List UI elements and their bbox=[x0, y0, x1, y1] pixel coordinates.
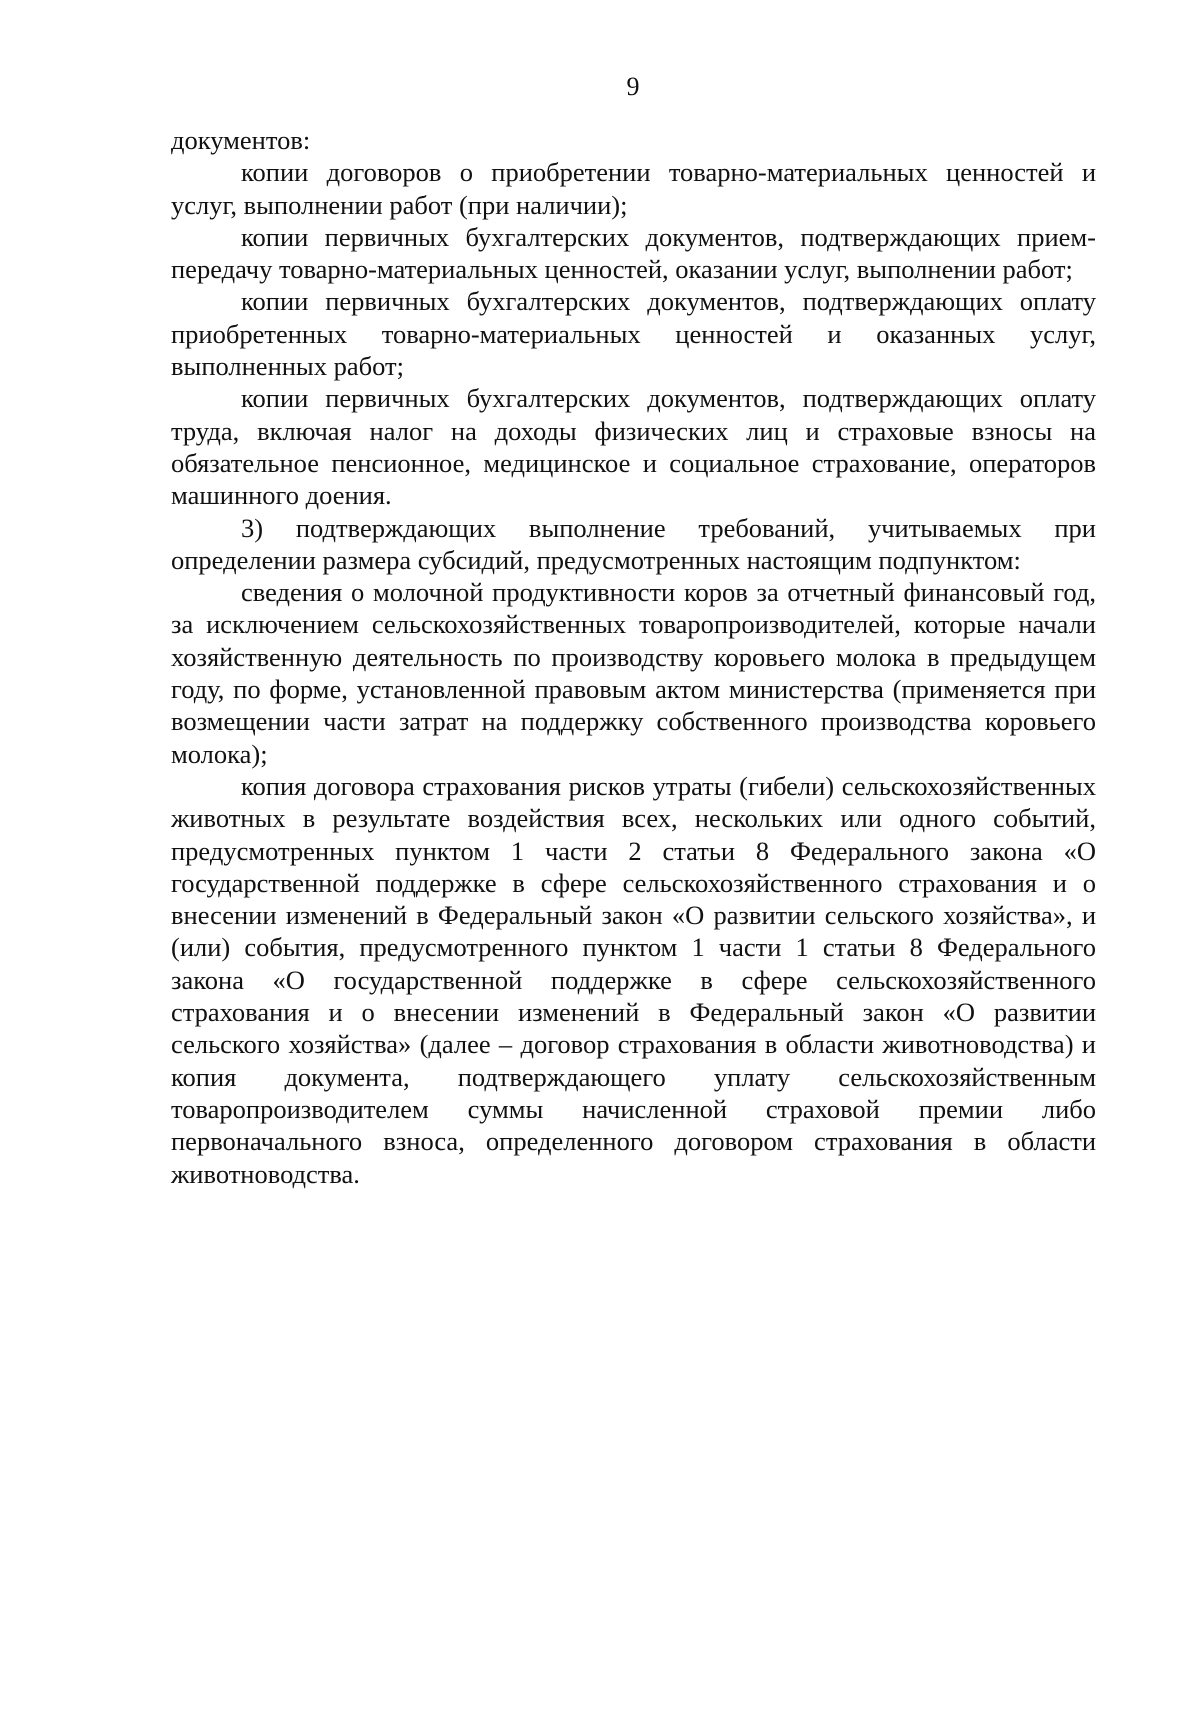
paragraph-continuation: документов: bbox=[171, 125, 311, 155]
paragraph-labor-payment-documents: копии первичных бухгалтерских документов, подтверждающих оплату труда, включая налог на доходы физических лиц и страховые взносы на обязательное пенсионное, медицинское и социальное страхование, операторов машинного доения. bbox=[171, 383, 1096, 511]
document-body bbox=[171, 124, 1096, 1190]
paragraph-contracts-copies: копии договоров о приобретении товарно-материальных ценностей и услуг, выполнении работ (при наличии); bbox=[171, 157, 1096, 220]
paragraph-insurance-contract: копия договора страхования рисков утраты (гибели) сельскохозяйственных животных в результате воздействия всех, нескольких или одного событий, предусмотренных пунктом 1 части 2 статьи 8 Федерального закона «О государственной поддержке в сфере сельскохозяйственного страхования и о внесении изменений в Федеральный закон «О развитии сельского хозяйства», и (или) события, предусмотренного пунктом 1 части 1 статьи 8 Федерального закона «О государственной поддержке в сфере сельскохозяйственного страхования и о внесении изменений в Федеральный закон «О развитии сельского хозяйства» (далее – договор страхования в области животноводства) и копия документа, подтверждающего уплату сельскохозяйственным товаропроизводителем суммы начисленной страховой премии либо первоначального взноса, определенного договором страхования в области животноводства. bbox=[171, 770, 1096, 1189]
page-number: 9 bbox=[626, 72, 640, 101]
paragraph-payment-documents: копии первичных бухгалтерских документов, подтверждающих оплату приобретенных товарно-материальных ценностей и оказанных услуг, выполненных работ; bbox=[171, 286, 1096, 382]
paragraph-milk-productivity: сведения о молочной продуктивности коров за отчетный финансовый год, за исключением сельскохозяйственных товаропроизводителей, которые начали хозяйственную деятельность по производству коровьего молока в предыдущем году, по форме, установленной правовым актом министерства (применяется при возмещении части затрат на поддержку собственного производства коровьего молока); bbox=[171, 577, 1096, 769]
paragraph-transfer-documents: копии первичных бухгалтерских документов, подтверждающих прием-передачу товарно-материальных ценностей, оказании услуг, выполнении работ; bbox=[171, 221, 1096, 285]
paragraph-item-3: 3) подтверждающих выполнение требований, учитываемых при определении размера субсидий, предусмотренных настоящим подпунктом: bbox=[171, 512, 1096, 575]
